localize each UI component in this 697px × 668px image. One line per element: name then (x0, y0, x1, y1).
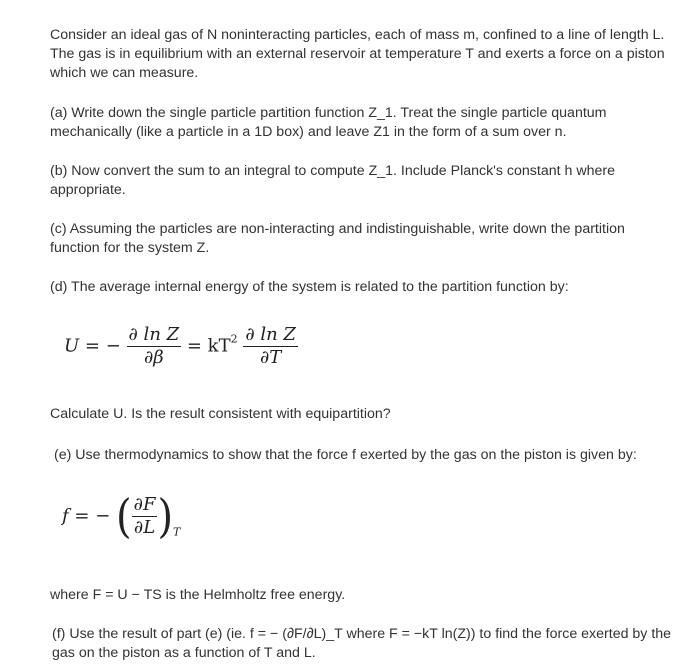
equation-u-frac1-denominator: ∂β (143, 347, 164, 368)
part-f-paragraph: (f) Use the result of part (e) (ie. f = − (∂F/∂L)_T where F = −kT ln(Z)) to find the force exerted by the gas on the piston as a function of T and L. (52, 626, 672, 661)
equation-f-subscript: T (173, 525, 181, 539)
equation-f-lhs: f (62, 505, 69, 527)
part-d-paragraph: (d) The average internal energy of the system is related to the partition function by: (50, 279, 569, 295)
equation-u-eq1: = − (84, 335, 121, 357)
equation-f-fraction (132, 494, 158, 539)
internal-energy-equation (64, 324, 298, 369)
equation-f-eq: = − (74, 505, 111, 527)
equation-f-numerator: ∂F (133, 494, 156, 515)
equation-u-eq2: = kT (186, 335, 231, 357)
equation-u-power: 2 (230, 332, 238, 346)
equation-u-fraction-t (243, 324, 298, 369)
force-equation (62, 490, 181, 543)
left-parenthesis: ( (116, 490, 132, 543)
part-e-paragraph: (e) Use thermodynamics to show that the force f exerted by the gas on the piston is given by: (54, 447, 637, 463)
part-c-paragraph: (c) Assuming the particles are non-interacting and indistinguishable, write down the partition function for the system Z. (50, 221, 625, 256)
equation-u-lhs: U (64, 335, 80, 357)
equation-u-fraction-beta (127, 324, 182, 369)
equation-u-frac2-denominator: ∂T (259, 347, 282, 368)
intro-paragraph: Consider an ideal gas of N noninteracting particles, each of mass m, confined to a line of length L. The gas is in equilibrium with an external reservoir at temperature T and exerts a force on a piston which we can measure. (50, 27, 665, 81)
equation-u-frac2-numerator: ∂ ln Z (245, 324, 296, 345)
equation-u-frac1-numerator: ∂ ln Z (128, 324, 180, 345)
part-b-paragraph: (b) Now convert the sum to an integral to compute Z_1. Include Planck's constant h where appropriate. (50, 163, 615, 198)
part-d-followup-paragraph: Calculate U. Is the result consistent with equipartition? (50, 406, 391, 422)
part-e-followup-paragraph: where F = U − TS is the Helmholtz free energy. (50, 587, 346, 603)
part-a-paragraph: (a) Write down the single particle partition function Z_1. Treat the single particle quantum mechanically (like a particle in a 1D box) and leave Z1 in the form of a sum over n. (50, 105, 607, 140)
equation-f-denominator: ∂L (133, 517, 156, 538)
right-parenthesis: ) (157, 490, 174, 543)
